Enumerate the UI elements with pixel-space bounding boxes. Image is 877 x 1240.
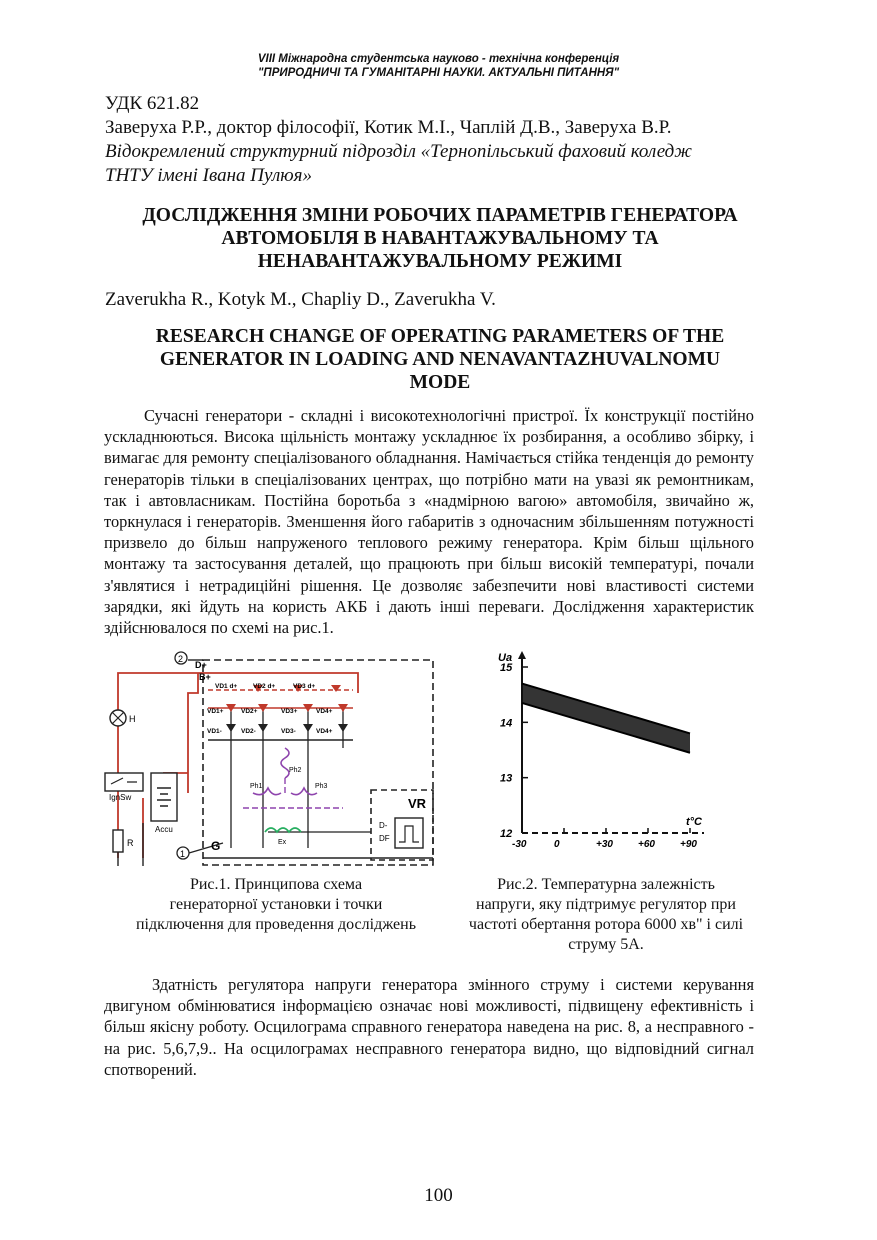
figure-1-caption-line: підключення для проведення досліджень [135, 916, 417, 933]
resistor-icon [113, 830, 123, 852]
title-ua-line: НЕНАВАНТАЖУВАЛЬНОМУ РЕЖИМІ [257, 251, 623, 272]
figure-2-chart [490, 645, 710, 865]
figure-1-caption [118, 875, 434, 935]
vd3-minus-label: VD3- [281, 728, 296, 735]
diode-icon [331, 685, 341, 692]
vd1-minus-label: VD1- [207, 728, 222, 735]
vd4-minus-label: VD4+ [316, 728, 333, 735]
page-number: 100 [424, 1185, 453, 1206]
y-axis-label: Ua [498, 652, 513, 664]
x-axis-label: t°C [686, 816, 703, 828]
vd3-plus-label: VD3+ [281, 708, 298, 715]
ignition-switch-icon [105, 773, 143, 791]
ignition-switch-label: IgnSw [109, 793, 132, 802]
conference-name: VIII Міжнародна студентська науково - технічна конференція [257, 53, 620, 65]
x-tick-label: +60 [638, 839, 655, 850]
phase-2-label: Ph2 [289, 767, 302, 774]
test-point-2-label: 2 [178, 654, 184, 664]
vd3-dplus-label: VD3 d+ [293, 683, 316, 690]
phase-1-label: Ph1 [250, 783, 263, 790]
y-tick-label: 15 [500, 662, 513, 674]
x-tick-label: +30 [596, 839, 613, 850]
title-en-line: GENERATOR IN LOADING AND NENAVANTAZHUVALNOMU [159, 349, 721, 370]
vd2-plus-label: VD2+ [241, 708, 258, 715]
paragraph-1: Сучасні генератори - складні і високотехнологічні пристрої. Їх конструкції постійно ускладнюються. Висока щільність монтажу ускладнює їх розбирання, а особливо збірку, і вимагає для ремонту спеціалізованого обладнання. Намічається стійка тенденція до ремонту генераторів тільки в спеціалізованих центрах, що потрібно мати на увазі як ремонтникам, так і автовласникам. Постійна боротьба з «надмірною вагою» автомобіля, звичайно ж, торкнулася і генераторів. Зменшення його габаритів з одночасним збільшенням потужності призвело до більш напруженого теплового режиму генератора. Крім більш щільного монтажу та застосування деталей, що працюють при більш високій температурі, почали з'являтися і нетрадиційні рішення. Це дозволяє забезпечити нові властивості системи зарядки, які йдуть на користь АКБ і дають інші переваги. Дослідження характеристик здійснювалося по схемі на рис.1. [104, 406, 754, 638]
diode-icon [258, 724, 268, 732]
vd2-dplus-label: VD2 d+ [253, 683, 276, 690]
vr-label: VR [408, 796, 427, 811]
conference-title: "ПРИРОДНИЧІ ТА ГУМАНІТАРНІ НАУКИ. АКТУАЛЬНІ ПИТАННЯ" [257, 67, 620, 79]
conference-header [0, 52, 877, 80]
d-minus-label: D- [379, 821, 388, 830]
figure-1-circuit-diagram [103, 648, 438, 870]
figure-2-caption-line: напруги, яку підтримує регулятор при [476, 896, 736, 913]
title-ua-line: ДОСЛІДЖЕННЯ ЗМІНИ РОБОЧИХ ПАРАМЕТРІВ ГЕНЕРАТОРА [142, 205, 738, 226]
figure-1-caption-line: Рис.1. Принципова схема [189, 876, 363, 893]
vd2-minus-label: VD2- [241, 728, 256, 735]
figure-1-caption-line: генераторної установки і точки [169, 896, 383, 913]
title-en-line: MODE [409, 372, 471, 393]
figure-2-caption-line: Рис.2. Температурна залежність [497, 876, 715, 893]
lamp-label: H [129, 714, 136, 724]
title-en [100, 325, 780, 394]
figure-2-caption-line: струму 5А. [568, 936, 644, 953]
test-point-1-label: 1 [180, 849, 186, 859]
diode-icon [338, 724, 348, 732]
battery-icon [151, 773, 177, 821]
paragraph-2: Здатність регулятора напруги генератора змінного струму і системи керування двигуном обмінюватися інформацією означає нові можливості, підвищену ефективність і більш якісну роботу. Осцилограма справного генератора наведена на рис. 8, а несправного - на рис. 5,6,7,9.. На осцилограмах несправного генератора видно, що відповідний сигнал спотворений. [104, 975, 754, 1079]
figure-2-caption [448, 875, 764, 955]
excitation-label: Ex [278, 839, 287, 846]
affiliation-line-1: Відокремлений структурний підрозділ «Тернопільський фаховий коледж [105, 141, 692, 162]
vd1-dplus-label: VD1 d+ [215, 683, 238, 690]
vd1-plus-label: VD1+ [207, 708, 224, 715]
title-ua [100, 204, 780, 273]
battery-label: Accu [155, 825, 173, 834]
y-tick-label: 12 [500, 828, 513, 840]
title-ua-line: АВТОМОБІЛЯ В НАВАНТАЖУВАЛЬНОМУ ТА [221, 228, 659, 249]
voltage-band [522, 684, 690, 753]
authors-ua: Заверуха Р.Р., доктор філософії, Котик М.І., Чаплій Д.В., Заверуха В.Р. [105, 117, 672, 138]
df-label: DF [379, 834, 390, 843]
figure-2-caption-line: частоті обертання ротора 6000 хв" і силі [468, 916, 744, 933]
udc-code: УДК 621.82 [105, 93, 200, 114]
x-tick-label: 0 [554, 839, 560, 850]
vd4-plus-label: VD4+ [316, 708, 333, 715]
authors-en: Zaverukha R., Kotyk M., Chapliy D., Zaverukha V. [105, 289, 496, 310]
x-tick-label: +90 [680, 839, 697, 850]
y-tick-label: 13 [500, 772, 513, 785]
b-plus-label: B+ [199, 672, 211, 682]
affiliation-line-2: ТНТУ імені Івана Пулюя» [105, 165, 312, 186]
x-tick-label: -30 [512, 839, 527, 850]
y-tick-label: 14 [500, 717, 513, 730]
ground-label: G [211, 839, 221, 853]
diode-icon [226, 724, 236, 732]
resistor-label: R [127, 838, 134, 848]
diode-icon [303, 724, 313, 732]
y-axis-arrow-icon [518, 651, 526, 659]
d-plus-label: D+ [195, 660, 207, 670]
title-en-line: RESEARCH CHANGE OF OPERATING PARAMETERS OF THE [155, 326, 725, 347]
phase-3-label: Ph3 [315, 783, 328, 790]
